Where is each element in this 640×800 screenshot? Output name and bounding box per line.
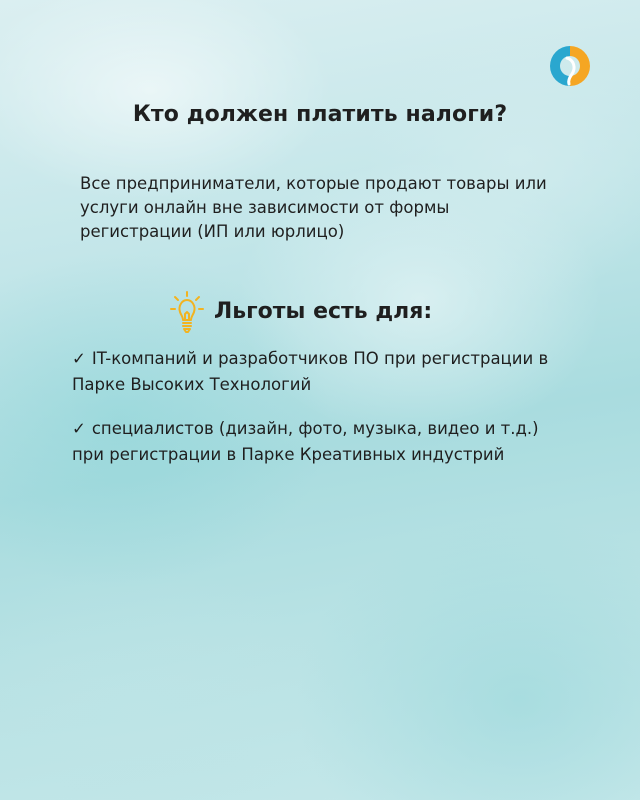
checkmark-icon: ✓ [72,349,86,368]
page-title: Кто должен платить налоги? [132,102,508,127]
checkmark-icon: ✓ [72,419,86,438]
benefit-item-text: специалистов (дизайн, фото, музыка, видео и т.д.) при регистрации в Парке Креативных индустрий [72,419,539,464]
brand-logo-icon [546,42,594,90]
benefits-heading: Льготы есть для: [214,299,433,324]
benefits-heading-row [170,290,432,334]
taxpayers-description: Все предприниматели, которые продают товары или услуги онлайн вне зависимости от формы регистрации (ИП или юрлицо) [80,174,547,241]
lightbulb-icon [170,290,204,334]
benefit-item-text: IT-компаний и разработчиков ПО при регистрации в Парке Высоких Технологий [72,349,549,394]
benefit-item [72,416,572,468]
benefit-item [72,346,572,398]
